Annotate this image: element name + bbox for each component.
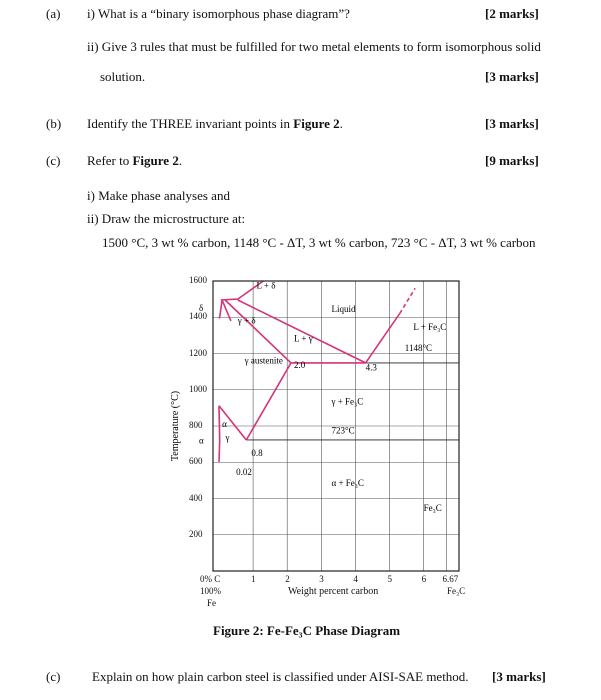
region-label: 1148°C (404, 342, 433, 353)
question-d-marks: [3 marks] (492, 669, 546, 684)
question-b-text: Identify the THREE invariant points in Figure 2. (87, 116, 343, 131)
region-label: L + Fe₃C (413, 321, 447, 332)
region-label: Fe₃C (423, 503, 442, 514)
x-sub-right: Fe₃C (447, 586, 466, 596)
y-tick-label: 1000 (189, 383, 207, 394)
question-b-label: (b) (46, 116, 62, 131)
question-c-sub-1: i) Make phase analyses and (87, 188, 230, 203)
x-axis-label: Weight percent carbon (288, 586, 379, 597)
region-label: 2.0 (294, 360, 306, 370)
y-tick-label: 800 (189, 420, 203, 430)
figure-caption: Figure 2: Fe-Fe₃C Phase Diagram (213, 623, 401, 638)
phase-line-alpha-solvus (219, 440, 220, 462)
y-tick-label: 200 (189, 528, 203, 539)
y-tick-label: 600 (189, 456, 203, 467)
region-label: L + δ (256, 280, 276, 291)
phase-line-delta-gamma-lower (219, 317, 220, 318)
region-label: 0.02 (236, 466, 252, 477)
region-label: γ austenite (244, 355, 283, 366)
region-label: 723°C (331, 425, 355, 436)
region-label: γ + Fe₃C (331, 396, 364, 407)
question-c-sub-2: ii) Draw the microstructure at: (87, 211, 246, 226)
x-sub-left-1: 100% (200, 586, 221, 596)
region-label: 4.3 (365, 362, 377, 373)
region-label: α (222, 418, 227, 429)
x-tick-label: 6 (421, 574, 427, 584)
question-d-label: (c) (46, 669, 61, 684)
question-a-part-1: i) What is a “binary isomorphous phase diagram”? (87, 6, 350, 21)
x-tick-label: 4 (353, 574, 358, 584)
x-tick-label: 0% C (200, 574, 221, 584)
question-b-marks: [3 marks] (485, 116, 539, 131)
phase-line-A3 (219, 406, 246, 440)
question-d-text: Explain on how plain carbon steel is classified under AISI-SAE method. (92, 669, 469, 684)
x-sub-left-2: Fe (207, 598, 216, 608)
region-label: L + γ (294, 333, 313, 344)
y-tick-label: 1200 (189, 347, 207, 358)
y-axis-label: Temperature (°C) (170, 390, 181, 462)
x-tick-label: 1 (251, 574, 256, 584)
region-label: γ (225, 432, 230, 443)
phase-line-liquidus-cementite (366, 314, 400, 363)
y-tick-label: 1400 (189, 311, 207, 322)
region-label: α + Fe₃C (331, 477, 364, 488)
question-c-conditions: 1500 °C, 3 wt % carbon, 1148 °C - ΔT, 3 wt % carbon, 723 °C - ΔT, 3 wt % carbon (102, 235, 536, 250)
question-a-part-2-continued: solution. (100, 69, 146, 84)
y-tick-label: 1600 (189, 275, 207, 285)
phase-line-liquidus-left (221, 281, 264, 300)
plot-frame (213, 281, 459, 571)
question-a-part-1-marks: [2 marks] (485, 6, 539, 21)
region-label: Liquid (331, 303, 356, 314)
phase-line-Acm (246, 363, 291, 440)
phase-line-liquidus-gamma (238, 300, 366, 363)
region-label: 0.8 (251, 447, 263, 458)
x-tick-label: 2 (285, 574, 290, 584)
x-tick-label: 3 (319, 574, 324, 584)
question-a-label: (a) (46, 6, 61, 21)
phase-line-delta-gamma-upper (222, 300, 231, 321)
question-a-part-2: ii) Give 3 rules that must be fulfilled for two metal elements to form isomorphous solid (87, 39, 541, 54)
y-extra-label: δ (199, 303, 204, 314)
question-c-text: Refer to Figure 2. (87, 153, 183, 168)
phase-line-liquidus-cementite-dashed (400, 288, 415, 313)
phase-line-alpha-gamma (219, 406, 220, 440)
question-c-label: (c) (46, 153, 61, 168)
y-extra-label: α (199, 435, 204, 446)
phase-line-delta-boundary (220, 300, 222, 317)
x-tick-label: 5 (387, 574, 392, 584)
x-tick-label: 6.67 (442, 574, 459, 584)
y-tick-label: 400 (189, 492, 203, 503)
phase-line-solidus (225, 300, 291, 363)
region-label: γ + δ (237, 315, 256, 326)
question-c-marks: [9 marks] (485, 153, 539, 168)
question-a-part-2-marks: [3 marks] (485, 69, 539, 84)
